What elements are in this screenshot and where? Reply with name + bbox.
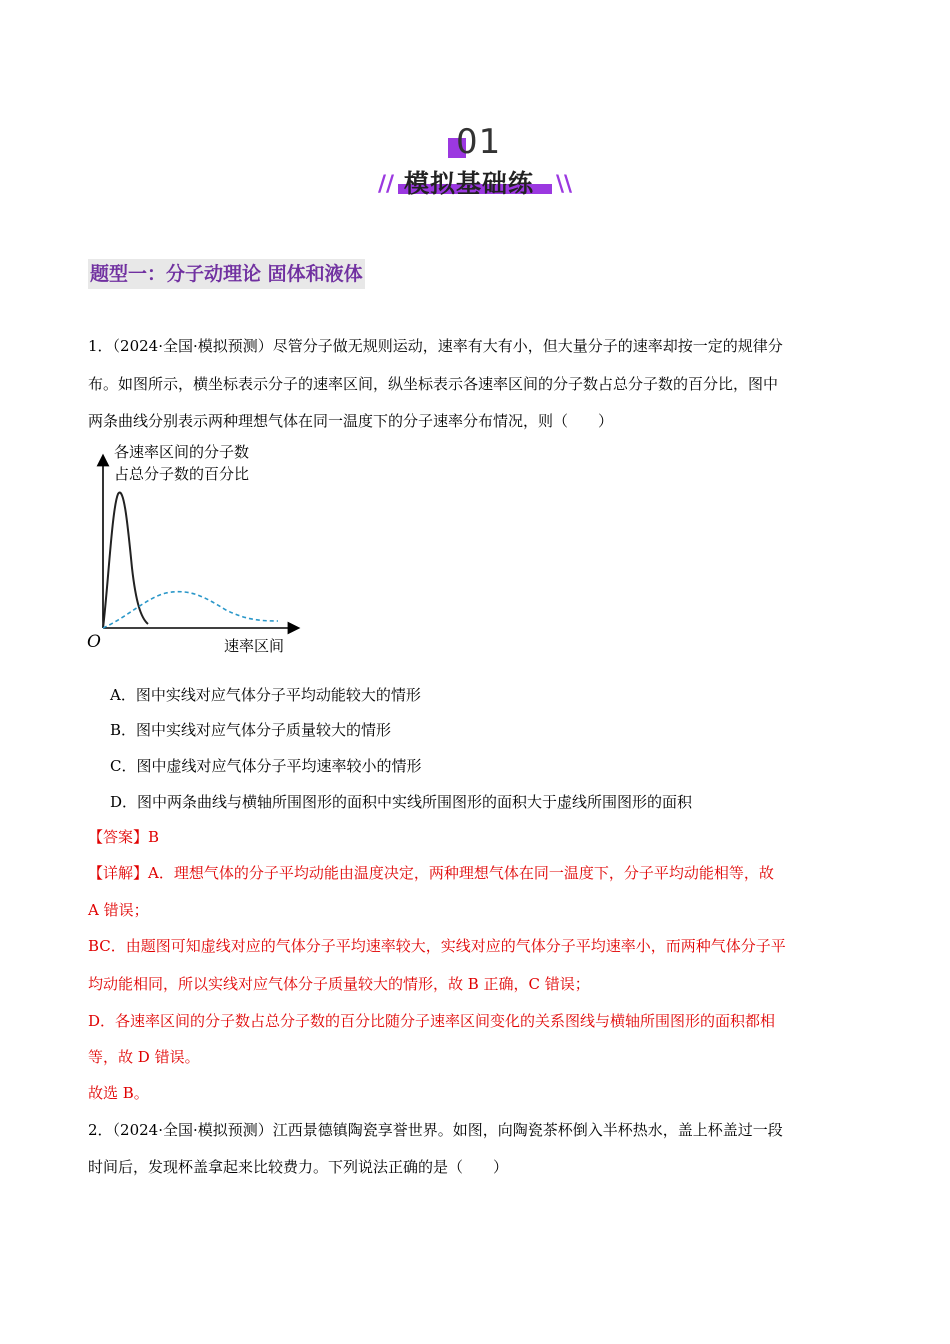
q2-line-1: 2．（2024·全国·模拟预测）江西景德镇陶瓷享誉世界。如图，向陶瓷茶杯倒入半杯热水，盖上杯盖过一段 xyxy=(88,1121,783,1139)
speed-distribution-figure xyxy=(86,438,306,660)
origin-label: O xyxy=(87,632,101,652)
option-b: B．图中实线对应气体分子质量较大的情形 xyxy=(110,721,392,739)
explanation-line-2: A 错误； xyxy=(88,901,149,919)
option-d: D．图中两条曲线与横轴所围图形的面积中实线所围图形的面积大于虚线所围图形的面积 xyxy=(110,793,693,811)
explanation-line-6: 等，故 D 错误。 xyxy=(88,1048,200,1066)
explanation-line-5: D．各速率区间的分子数占总分子数的百分比随分子速率区间变化的关系图线与横轴所围图形的面积都相 xyxy=(88,1012,776,1030)
explanation-line-7: 故选 B。 xyxy=(88,1084,149,1102)
solid-curve xyxy=(103,493,148,628)
page-title: 模拟基础练 xyxy=(404,169,535,198)
decor-slash-left: // xyxy=(378,172,395,197)
option-a: A．图中实线对应气体分子平均动能较大的情形 xyxy=(110,686,421,704)
decor-slash-right: \\ xyxy=(556,172,573,197)
q1-line-2: 布。如图所示，横坐标表示分子的速率区间，纵坐标表示各速率区间的分子数占总分子数的百分比，图中 xyxy=(88,375,779,393)
q1-line-1: 1．（2024·全国·模拟预测）尽管分子做无规则运动，速率有大有小，但大量分子的速率却按一定的规律分 xyxy=(88,337,783,355)
explanation-line-1: 【详解】A．理想气体的分子平均动能由温度决定，两种理想气体在同一温度下，分子平均动能相等，故 xyxy=(88,864,774,882)
q1-line-3: 两条曲线分别表示两种理想气体在同一温度下的分子速率分布情况，则（ ） xyxy=(88,412,614,430)
answer-line: 【答案】B xyxy=(88,828,160,846)
explanation-line-4: 均动能相同，所以实线对应气体分子质量较大的情形，故 B 正确，C 错误； xyxy=(88,975,590,993)
q2-line-2: 时间后，发现杯盖拿起来比较费力。下列说法正确的是（ ） xyxy=(88,1158,509,1176)
section-number: 01 xyxy=(456,122,502,162)
option-c: C．图中虚线对应气体分子平均速率较小的情形 xyxy=(110,757,422,775)
section-heading: 题型一：分子动理论 固体和液体 xyxy=(88,259,365,289)
explanation-line-3: BC．由题图可知虚线对应的气体分子平均速率较大，实线对应的气体分子平均速率小，而两种气体分子平 xyxy=(88,937,786,955)
y-axis-label-line1: 各速率区间的分子数 xyxy=(114,443,250,461)
dashed-curve xyxy=(103,592,278,628)
x-axis-label: 速率区间 xyxy=(224,637,285,655)
y-axis-label-line2: 占总分子数的百分比 xyxy=(114,465,250,483)
